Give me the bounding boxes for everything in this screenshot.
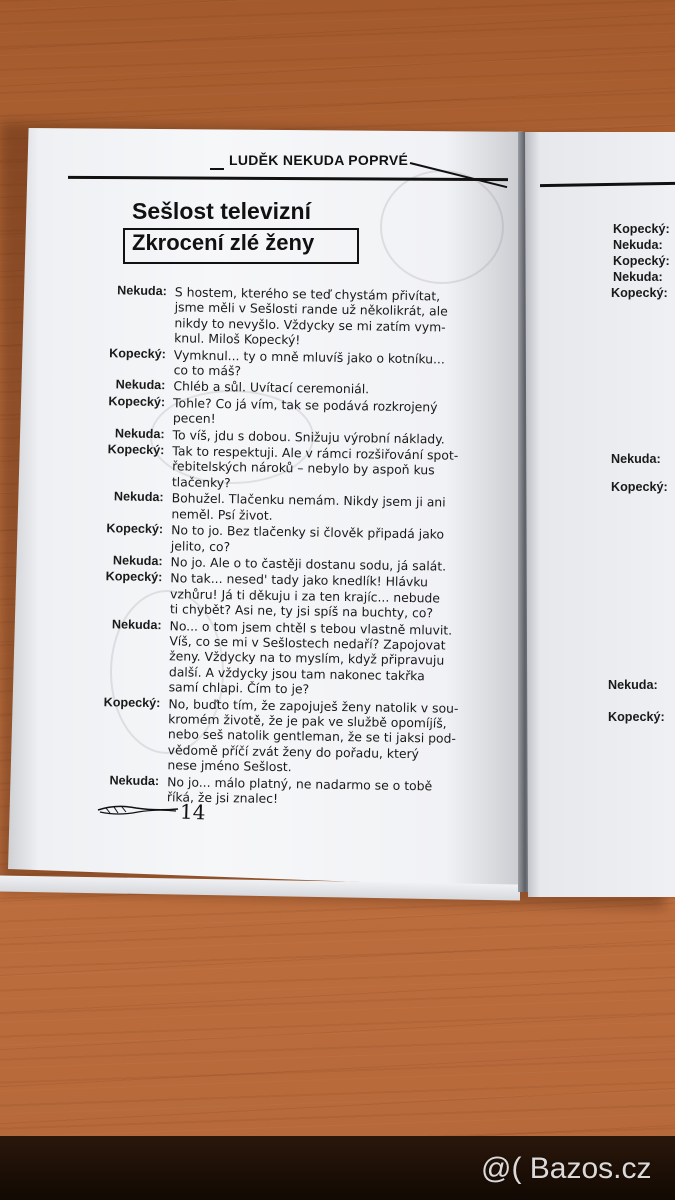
page-number: 14 bbox=[179, 799, 206, 825]
right-speaker-name: Kopecký: bbox=[611, 480, 668, 494]
speech-text: Chléb a sůl. Uvítací ceremoniál. bbox=[173, 378, 370, 397]
speaker-name: Kopecký: bbox=[105, 569, 163, 585]
running-header: LUDĚK NEKUDA POPRVÉ bbox=[229, 152, 409, 168]
speech-text: No, buďto tím, že zapojuješ ženy natolik v sou- kromém životě, že je pak ve službě opomíjíš, nebo seš natolik gentleman, že se ti jaksi pod- vědomě příčí zvát ženy do pořadu, který nese jméno Sešlost. bbox=[167, 695, 459, 775]
dialogue-line bbox=[88, 521, 508, 558]
speech-text: Tak to respektuji. Ale v rámci rozšiřování spot- řebitelských nároků – nebylo by aspoň kus tlačenky? bbox=[171, 443, 459, 491]
speech-text: Tohle? Co já vím, tak se podává rozkrojený pecen! bbox=[172, 395, 438, 427]
speaker-name: Nekuda: bbox=[111, 616, 162, 632]
speaker-name: Kopecký: bbox=[106, 521, 164, 537]
speaker-name: Kopecký: bbox=[109, 345, 167, 361]
right-speaker-name: Nekuda: bbox=[613, 270, 663, 284]
speech-text: No jo. Ale o to častěji dostanu sodu, já salát. bbox=[170, 554, 447, 574]
header-rule-left bbox=[210, 168, 224, 170]
speaker-name: Nekuda: bbox=[109, 772, 160, 788]
dialogue-line bbox=[84, 695, 505, 779]
dialogue-line bbox=[89, 442, 510, 495]
right-speaker-name: Nekuda: bbox=[613, 238, 663, 252]
right-speaker-name: Kopecký: bbox=[611, 286, 668, 300]
speaker-name: Nekuda: bbox=[117, 283, 167, 299]
speaker-name: Nekuda: bbox=[115, 377, 166, 393]
right-speaker-name: Kopecký: bbox=[613, 222, 670, 236]
speech-text: To víš, jdu s dobou. Snižuju výrobní náklady. bbox=[172, 426, 445, 447]
speaker-name: Kopecký: bbox=[107, 442, 165, 458]
dialogue-line bbox=[90, 394, 510, 431]
speech-text: S hostem, kterého se teď chystám přivítat, jsme měli v Sešlosti rande už několikrát, ale nikdy to nevyšlo. Vždycky se mi zatím vym- knul. Miloš Kopecký! bbox=[174, 284, 448, 348]
speech-text: Bohužel. Tlačenku nemám. Nikdy jsem ji ani neměl. Psí život. bbox=[171, 490, 446, 523]
right-speaker-name: Kopecký: bbox=[613, 254, 670, 268]
speech-text: No tak... nesed' tady jako knedlík! Hlávku vzhůru! Já ti děkuju i za ten krajíc... nebude ti chybět? Asi ne, ty jsi spíš na buchty, co? bbox=[169, 570, 441, 621]
dialogue-line bbox=[88, 489, 508, 526]
dialogue-line bbox=[87, 569, 508, 622]
faint-illustration bbox=[380, 170, 504, 284]
speaker-name: Nekuda: bbox=[114, 426, 165, 441]
dialogue-line bbox=[91, 283, 512, 351]
speaker-name: Kopecký: bbox=[108, 394, 166, 410]
subtitle: Zkrocení zlé ženy bbox=[132, 230, 315, 255]
speaker-name: Kopecký: bbox=[103, 694, 161, 710]
right-speaker-name: Kopecký: bbox=[608, 710, 665, 724]
dialogue-line bbox=[91, 346, 511, 383]
right-speaker-name: Nekuda: bbox=[611, 452, 661, 466]
right-speaker-name: Nekuda: bbox=[608, 678, 658, 692]
watermark: @( Bazos.cz bbox=[481, 1152, 652, 1185]
dialogue-block bbox=[84, 283, 512, 811]
speaker-name: Nekuda: bbox=[113, 489, 164, 505]
speech-text: Vymknul... ty o mně mluvíš jako o kotníku... co to máš? bbox=[173, 346, 446, 379]
section-title: Sešlost televizní bbox=[132, 198, 311, 224]
feather-pen-icon bbox=[96, 800, 180, 820]
dialogue-line bbox=[86, 616, 507, 700]
speech-text: No jo... málo platný, ne nadarmo se o tobě říká, že jsi znalec! bbox=[166, 773, 433, 806]
speaker-name: Nekuda: bbox=[112, 553, 163, 569]
speech-text: No... o tom jsem chtěl s tebou vlastně mluvit. Víš, co se mi v Sešlostech nedaří? Zapojovat ženy. Vždycky na to myslím, když připravuju další. A vždycky jsou tam nakonec takřka samí chlapi. Čím to je? bbox=[168, 617, 453, 697]
speech-text: No to jo. Bez tlačenky si člověk připadá jako jelito, co? bbox=[170, 522, 445, 554]
